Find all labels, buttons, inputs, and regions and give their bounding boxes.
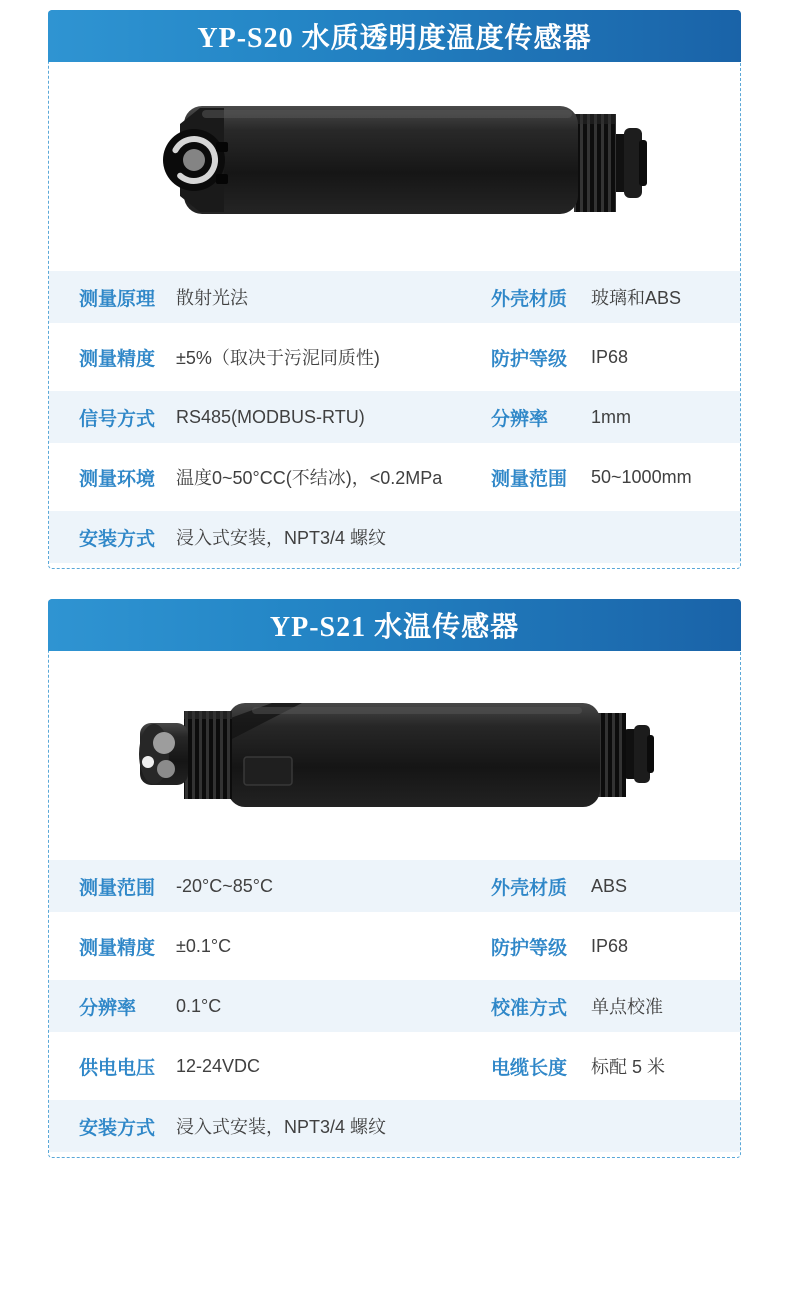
spec-row bbox=[49, 327, 740, 387]
spec-label: 防护等级 bbox=[491, 937, 568, 959]
spec-label: 测量环境 bbox=[79, 468, 156, 490]
spec-value: 单点校准 bbox=[591, 997, 663, 1017]
spec-label: 安装方式 bbox=[79, 1117, 156, 1139]
spec-label: 安装方式 bbox=[79, 528, 156, 550]
spec-label: 外壳材质 bbox=[491, 877, 568, 899]
spec-value: 12-24VDC bbox=[176, 1055, 261, 1076]
spec-label: 信号方式 bbox=[79, 408, 156, 430]
product-photo-yp-s20 bbox=[49, 62, 740, 267]
spec-value: -20°C~85°C bbox=[176, 875, 273, 896]
spec-row bbox=[49, 507, 740, 567]
spec-value: ±0.1°C bbox=[176, 935, 232, 956]
spec-label: 测量原理 bbox=[79, 288, 156, 310]
spec-row bbox=[49, 976, 740, 1036]
product-title: YP-S20 水质透明度温度传感器 bbox=[197, 23, 592, 54]
spec-value: 浸入式安装，NPT3/4 螺纹 bbox=[176, 1117, 387, 1137]
spec-value: 标配 5 米 bbox=[591, 1057, 666, 1077]
spec-label: 供电电压 bbox=[79, 1057, 156, 1079]
spec-value: 温度0~50°CC(不结冰)，<0.2MPa bbox=[176, 468, 443, 488]
spec-value: 浸入式安装，NPT3/4 螺纹 bbox=[176, 528, 387, 548]
spec-value: IP68 bbox=[591, 346, 629, 367]
product-card-yp-s20 bbox=[48, 10, 741, 569]
spec-value: ABS bbox=[591, 875, 628, 896]
spec-table bbox=[49, 856, 740, 1157]
spec-label: 分辨率 bbox=[79, 997, 137, 1019]
spec-value: 散射光法 bbox=[176, 288, 248, 308]
spec-label: 校准方式 bbox=[491, 997, 568, 1019]
spec-label: 测量精度 bbox=[79, 937, 156, 959]
spec-label: 测量范围 bbox=[79, 877, 156, 899]
spec-label: 电缆长度 bbox=[491, 1057, 568, 1079]
spec-row bbox=[49, 1036, 740, 1096]
spec-label: 测量范围 bbox=[491, 468, 568, 490]
spec-value: 1mm bbox=[591, 406, 631, 427]
spec-row bbox=[49, 447, 740, 507]
spec-value: IP68 bbox=[591, 935, 629, 956]
spec-row bbox=[49, 916, 740, 976]
turbidity-sensor-image bbox=[142, 90, 647, 240]
spec-row bbox=[49, 1096, 740, 1156]
spec-value: RS485(MODBUS-RTU) bbox=[176, 406, 365, 427]
card-header bbox=[48, 599, 741, 651]
spec-row bbox=[49, 387, 740, 447]
spec-value: 50~1000mm bbox=[591, 466, 692, 487]
spec-value: 0.1°C bbox=[176, 995, 222, 1016]
spec-label: 分辨率 bbox=[491, 408, 549, 430]
temperature-sensor-image bbox=[132, 679, 657, 829]
spec-label: 测量精度 bbox=[79, 348, 156, 370]
spec-row bbox=[49, 856, 740, 916]
spec-value: 玻璃和ABS bbox=[591, 288, 682, 308]
product-title: YP-S21 水温传感器 bbox=[269, 612, 520, 643]
spec-row bbox=[49, 267, 740, 327]
product-photo-yp-s21 bbox=[49, 651, 740, 856]
spec-table bbox=[49, 267, 740, 568]
product-card-yp-s21 bbox=[48, 599, 741, 1158]
spec-label: 外壳材质 bbox=[491, 288, 568, 310]
spec-label: 防护等级 bbox=[491, 348, 568, 370]
spec-value: ±5%（取决于污泥同质性) bbox=[176, 348, 380, 368]
card-header bbox=[48, 10, 741, 62]
